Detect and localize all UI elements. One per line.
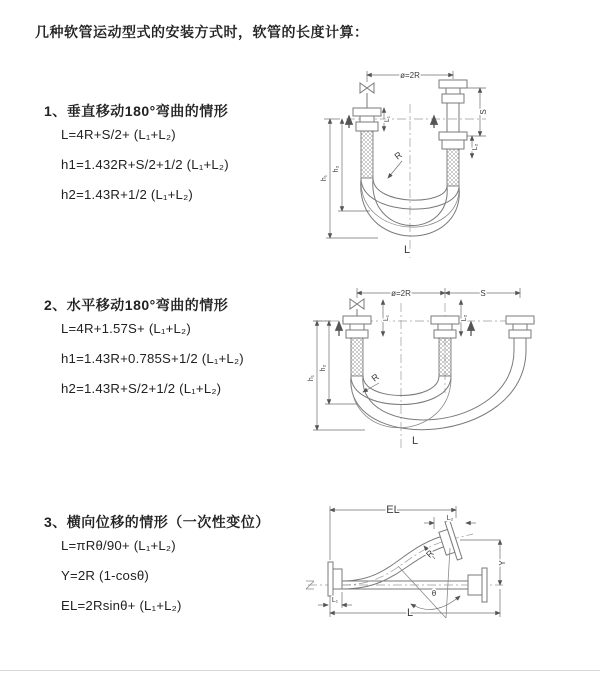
- dim-l1: [384, 108, 391, 131]
- right-hose-braid: [447, 149, 459, 186]
- left-hose-braid: [351, 338, 363, 376]
- dim-l1: [383, 300, 390, 336]
- left-hose-braid: [361, 131, 373, 178]
- page-edge-divider: [0, 670, 600, 671]
- dim-l1-label: L₁: [331, 597, 339, 604]
- dim-l2-label: L₂: [472, 143, 479, 151]
- diagram-horizontal-180-bend: [303, 278, 600, 463]
- left-pipe-flange: [343, 316, 371, 338]
- dim-l2-label: L₂: [446, 515, 454, 522]
- formula-L: L=πRθ/90+ (L₁+L₂): [61, 538, 176, 553]
- right-pipe-flange-upper: [439, 80, 467, 103]
- middle-hose-braid: [439, 338, 451, 376]
- dim-l2: [461, 300, 468, 336]
- section-vertical-move: [44, 102, 324, 210]
- dim-el-label: EL: [386, 504, 400, 516]
- dim-h2-label: h₂: [333, 165, 340, 173]
- left-flange: [328, 562, 342, 596]
- dim-h1-label: h₁: [321, 174, 328, 182]
- formula-EL: EL=2Rsinθ+ (L₁+L₂): [61, 598, 182, 613]
- valve-icon: [360, 83, 374, 108]
- radius-leader: [388, 149, 404, 178]
- diagram-vertical-180-bend: [310, 66, 560, 266]
- dim-s: [467, 88, 488, 136]
- dim-el: [330, 504, 456, 560]
- dim-s-label: S: [480, 289, 486, 298]
- angle-theta-label: θ: [431, 589, 437, 598]
- dim-h1-label: h₁: [308, 374, 315, 382]
- dim-r-label: R: [392, 149, 404, 162]
- right-flange: [468, 568, 487, 602]
- formula-h2: h2=1.43R+1/2 (L₁+L₂): [61, 187, 193, 202]
- right-pipe-tube: [447, 103, 459, 132]
- formula-h2: h2=1.43R+S/2+1/2 (L₁+L₂): [61, 381, 222, 396]
- right-pipe-flange-lower: [439, 132, 467, 149]
- formula-h1: h1=1.43R+0.785S+1/2 (L₁+L₂): [61, 351, 244, 366]
- section-2-heading: 2、水平移动180°弯曲的情形: [44, 297, 229, 313]
- formula-h1: h1=1.432R+S/2+1/2 (L₁+L₂): [61, 157, 229, 172]
- dim-r-label: R: [369, 371, 381, 384]
- middle-pipe-flange: [431, 316, 459, 338]
- right-pipe-flange: [506, 316, 534, 350]
- section-1-heading: 1、垂直移动180°弯曲的情形: [44, 103, 229, 119]
- u-hose-curves: [351, 350, 526, 430]
- dim-l-label: L: [411, 435, 419, 447]
- diagram-lateral-displacement: [298, 496, 600, 654]
- dim-span-label: ø=2R: [400, 71, 420, 80]
- dim-span: [357, 288, 520, 298]
- dim-l-label: L: [403, 244, 411, 256]
- dim-l1-label: L₁: [384, 115, 391, 123]
- dim-h2-label: h₂: [320, 364, 327, 372]
- formula-L: L=4R+1.57S+ (L₁+L₂): [61, 321, 191, 336]
- dim-span-label: ø=2R: [391, 289, 411, 298]
- dim-l-label: L: [406, 607, 414, 619]
- section-horizontal-move: [44, 296, 324, 404]
- dim-r-label: R: [424, 548, 436, 560]
- section-lateral-displacement: [44, 513, 324, 621]
- valve-icon: [350, 299, 364, 316]
- dim-y-label: Y: [498, 560, 507, 566]
- left-pipe-flange: [353, 108, 381, 131]
- page-title: 几种软管运动型式的安装方式时，软管的长度计算：: [35, 24, 369, 40]
- section-3-heading: 3、横向位移的情形（一次性变位）: [44, 514, 270, 530]
- dim-l1-label: L₁: [383, 314, 390, 322]
- dim-l1: [318, 592, 352, 608]
- radius-leader: [424, 546, 436, 560]
- formula-L: L=4R+S/2+ (L₁+L₂): [61, 127, 176, 142]
- dim-l2: [472, 136, 479, 158]
- dim-l2-label: L₂: [461, 314, 468, 322]
- dim-s-label: S: [479, 109, 488, 115]
- formula-Y: Y=2R (1-cosθ): [61, 568, 149, 583]
